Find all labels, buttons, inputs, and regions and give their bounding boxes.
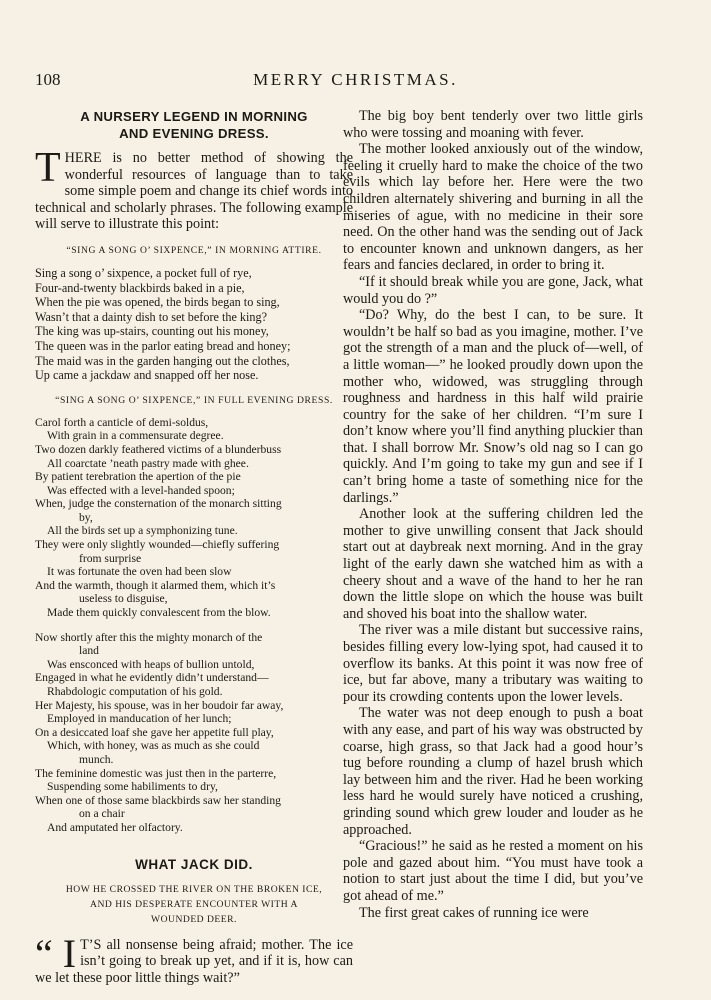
story-title: WHAT JACK DID. [135,856,253,872]
verse-line: All the birds set up a symphonizing tune. [47,524,238,538]
verse-line: Which, with honey, was as much as she could [47,739,260,753]
verse-line: The feminine domestic was just then in the parterre, [35,766,277,780]
verse-line: And the warmth, though it alarmed them, which it’s [35,578,276,592]
verse-line: On a desiccated loaf she gave her appetite full play, [35,725,274,739]
story-subheading [35,882,353,927]
story-opening [35,930,353,987]
running-head [0,70,711,94]
article-title [35,108,353,142]
evening-verse-1 [35,416,353,620]
right-column [343,108,643,921]
verse-line: by, [79,510,93,524]
poem-line: The king was up-stairs, counting out his money, [35,324,269,339]
intro-dropcap: T [35,145,61,191]
poem-line: The queen was in the parlor eating bread and honey; [35,338,291,353]
story-opening-text: T’S all nonsense being afraid; mother. The ice isn’t going to break up yet, and if it is, how can we let these poor little things wait?” [35,936,353,986]
verse-line: Now shortly after this the mighty monarch of the [35,630,263,644]
verse-line: Her Majesty, his spouse, was in her boudoir far away, [35,698,284,712]
poem-line: When the pie was opened, the birds began to sing, [35,295,280,310]
story-paragraph: The mother looked anxiously out of the window, feeling it cruelly hard to make the choice of the two evils which lay before her. Here were the two children alternately shivering and burning in all the miseries of ague, with no medicine in their sore need. On the other hand was the sending out of Jack to encounter known and unknown dangers, as her fears and fancies declared, in order to bring it. [343,141,643,274]
verse-line: By patient terebration the apertion of the pie [35,470,241,484]
verse-line: Suspending some habiliments to dry, [47,780,218,794]
poem-line: Up came a jackdaw and snapped off her nose. [35,368,259,383]
verse-line: Engaged in what he evidently didn’t understand— [35,671,269,685]
poem-line: Sing a song o’ sixpence, a pocket full of rye, [35,265,252,280]
story-paragraph: “If it should break while you are gone, Jack, what would you do ?” [343,273,643,307]
morning-poem [35,266,353,383]
running-title: MERRY CHRISTMAS. [253,70,458,89]
verse-line: Was ensconced with heaps of bullion untold, [47,657,255,671]
verse-line: With grain in a commensurate degree. [47,429,224,443]
story-paragraph: The water was not deep enough to push a boat with any ease, and part of his way was obstructed by coarse, high grass, so that Jack had a good hour’s tug before rounding a clump of hazel brush which lay between him and the river. Had he been working less hard he would surely have noticed a crushing, grinding sound which grew louder and louder as he approached. [343,705,643,838]
verse-line: Carol forth a canticle of demi-soldus, [35,415,209,429]
verse-line: Rhabdologic computation of his gold. [47,685,223,698]
verse-line: Two dozen darkly feathered victims of a blunderbuss [35,442,282,456]
poem-line: The maid was in the garden hanging out the clothes, [35,353,290,368]
verse-line: from surprise [79,551,142,565]
poem-line: Wasn’t that a dainty dish to set before the king? [35,309,267,324]
story-subheading-line-3: WOUNDED DEER. [151,913,237,925]
morning-subheading: “SING A SONG O’ SIXPENCE,” IN MORNING ATTIRE. [66,244,322,256]
story-dropcap: “ I [35,930,77,976]
verse-line: on a chair [79,807,125,821]
story-paragraph: “Do? Why, do the best I can, to be sure. It wouldn’t be half so bad as you imagine, mother. I’ve got the strength of a man and the pluck of—well, of a little woman—” he looked proudly down upon the mother who, widowed, was struggling through roughness and hardness in this half wild prairie country for the sake of her children. “I’m sure I don’t know where you’ll find anything pluckier than that. I shall borrow Mr. Snow’s old nag so I can go quickly. And I’m going to take my gun and see if I can’t bring home a taste of something nice for the darlings.” [343,307,643,506]
story-subheading-line-1: HOW HE CROSSED THE RIVER ON THE BROKEN ICE, [65,883,323,895]
article-title-line-1: A NURSERY LEGEND IN MORNING [80,109,308,124]
intro-text: HERE is no better method of showing the wonderful resources of language than to take some simple poem and change its chief words into technical and scholarly phrases. The following example will serve to illustrate this point: [35,150,353,233]
verse-line: munch. [79,752,114,766]
verse-line: Employed in manducation of her lunch; [47,712,232,726]
evening-verse-2 [35,631,353,835]
story-paragraph: The first great cakes of running ice were [359,904,589,921]
page-number: 108 [35,70,61,89]
verse-line: Made them quickly convalescent from the blow. [47,606,271,620]
verse-line: When, judge the consternation of the monarch sitting [35,497,282,511]
story-paragraph: The big boy bent tenderly over two little girls who were tossing and moaning with fever. [343,108,643,141]
poem-line: Four-and-twenty blackbirds baked in a pie, [35,280,245,295]
story-paragraph: The river was a mile distant but successive rains, besides filling every low-lying spot, had caused it to overflow its banks. At this point it was now free of ice, but far above, many a tributary was waiting to pour its crowding contents upon the lower levels. [343,622,643,705]
verse-line: It was fortunate the oven had been slow [47,565,232,579]
verse-line: Was effected with a level-handed spoon; [47,483,235,497]
verse-line: And amputated her olfactory. [47,820,183,834]
story-subheading-line-2: AND HIS DESPERATE ENCOUNTER WITH A [90,898,298,910]
story-paragraph: “Gracious!” he said as he rested a moment on his pole and gazed about him. “You must have took a notion to start just about the time I did, but you’ve got ahead of me.” [343,838,643,904]
article-title-line-2: AND EVENING DRESS. [119,126,269,141]
intro-paragraph [35,145,353,233]
verse-line: useless to disguise, [79,592,168,606]
verse-line: land [79,644,99,658]
verse-line: They were only slightly wounded—chiefly suffering [35,538,280,552]
story-paragraph: Another look at the suffering children led the mother to give unwilling consent that Jack should start out at daybreak next morning. And in the gray light of the early dawn she watched him as with a cheery shout and a wave of the hand to her he ran down the little slope on which the house was built and shoved his boat into the shallow water. [343,506,643,622]
verse-line: When one of those same blackbirds saw her standing [35,793,281,807]
evening-subheading: “SING A SONG O’ SIXPENCE,” IN FULL EVENING DRESS. [55,394,333,406]
left-column [35,108,353,986]
verse-line: All coarctate ’neath pastry made with ghee. [47,456,249,470]
